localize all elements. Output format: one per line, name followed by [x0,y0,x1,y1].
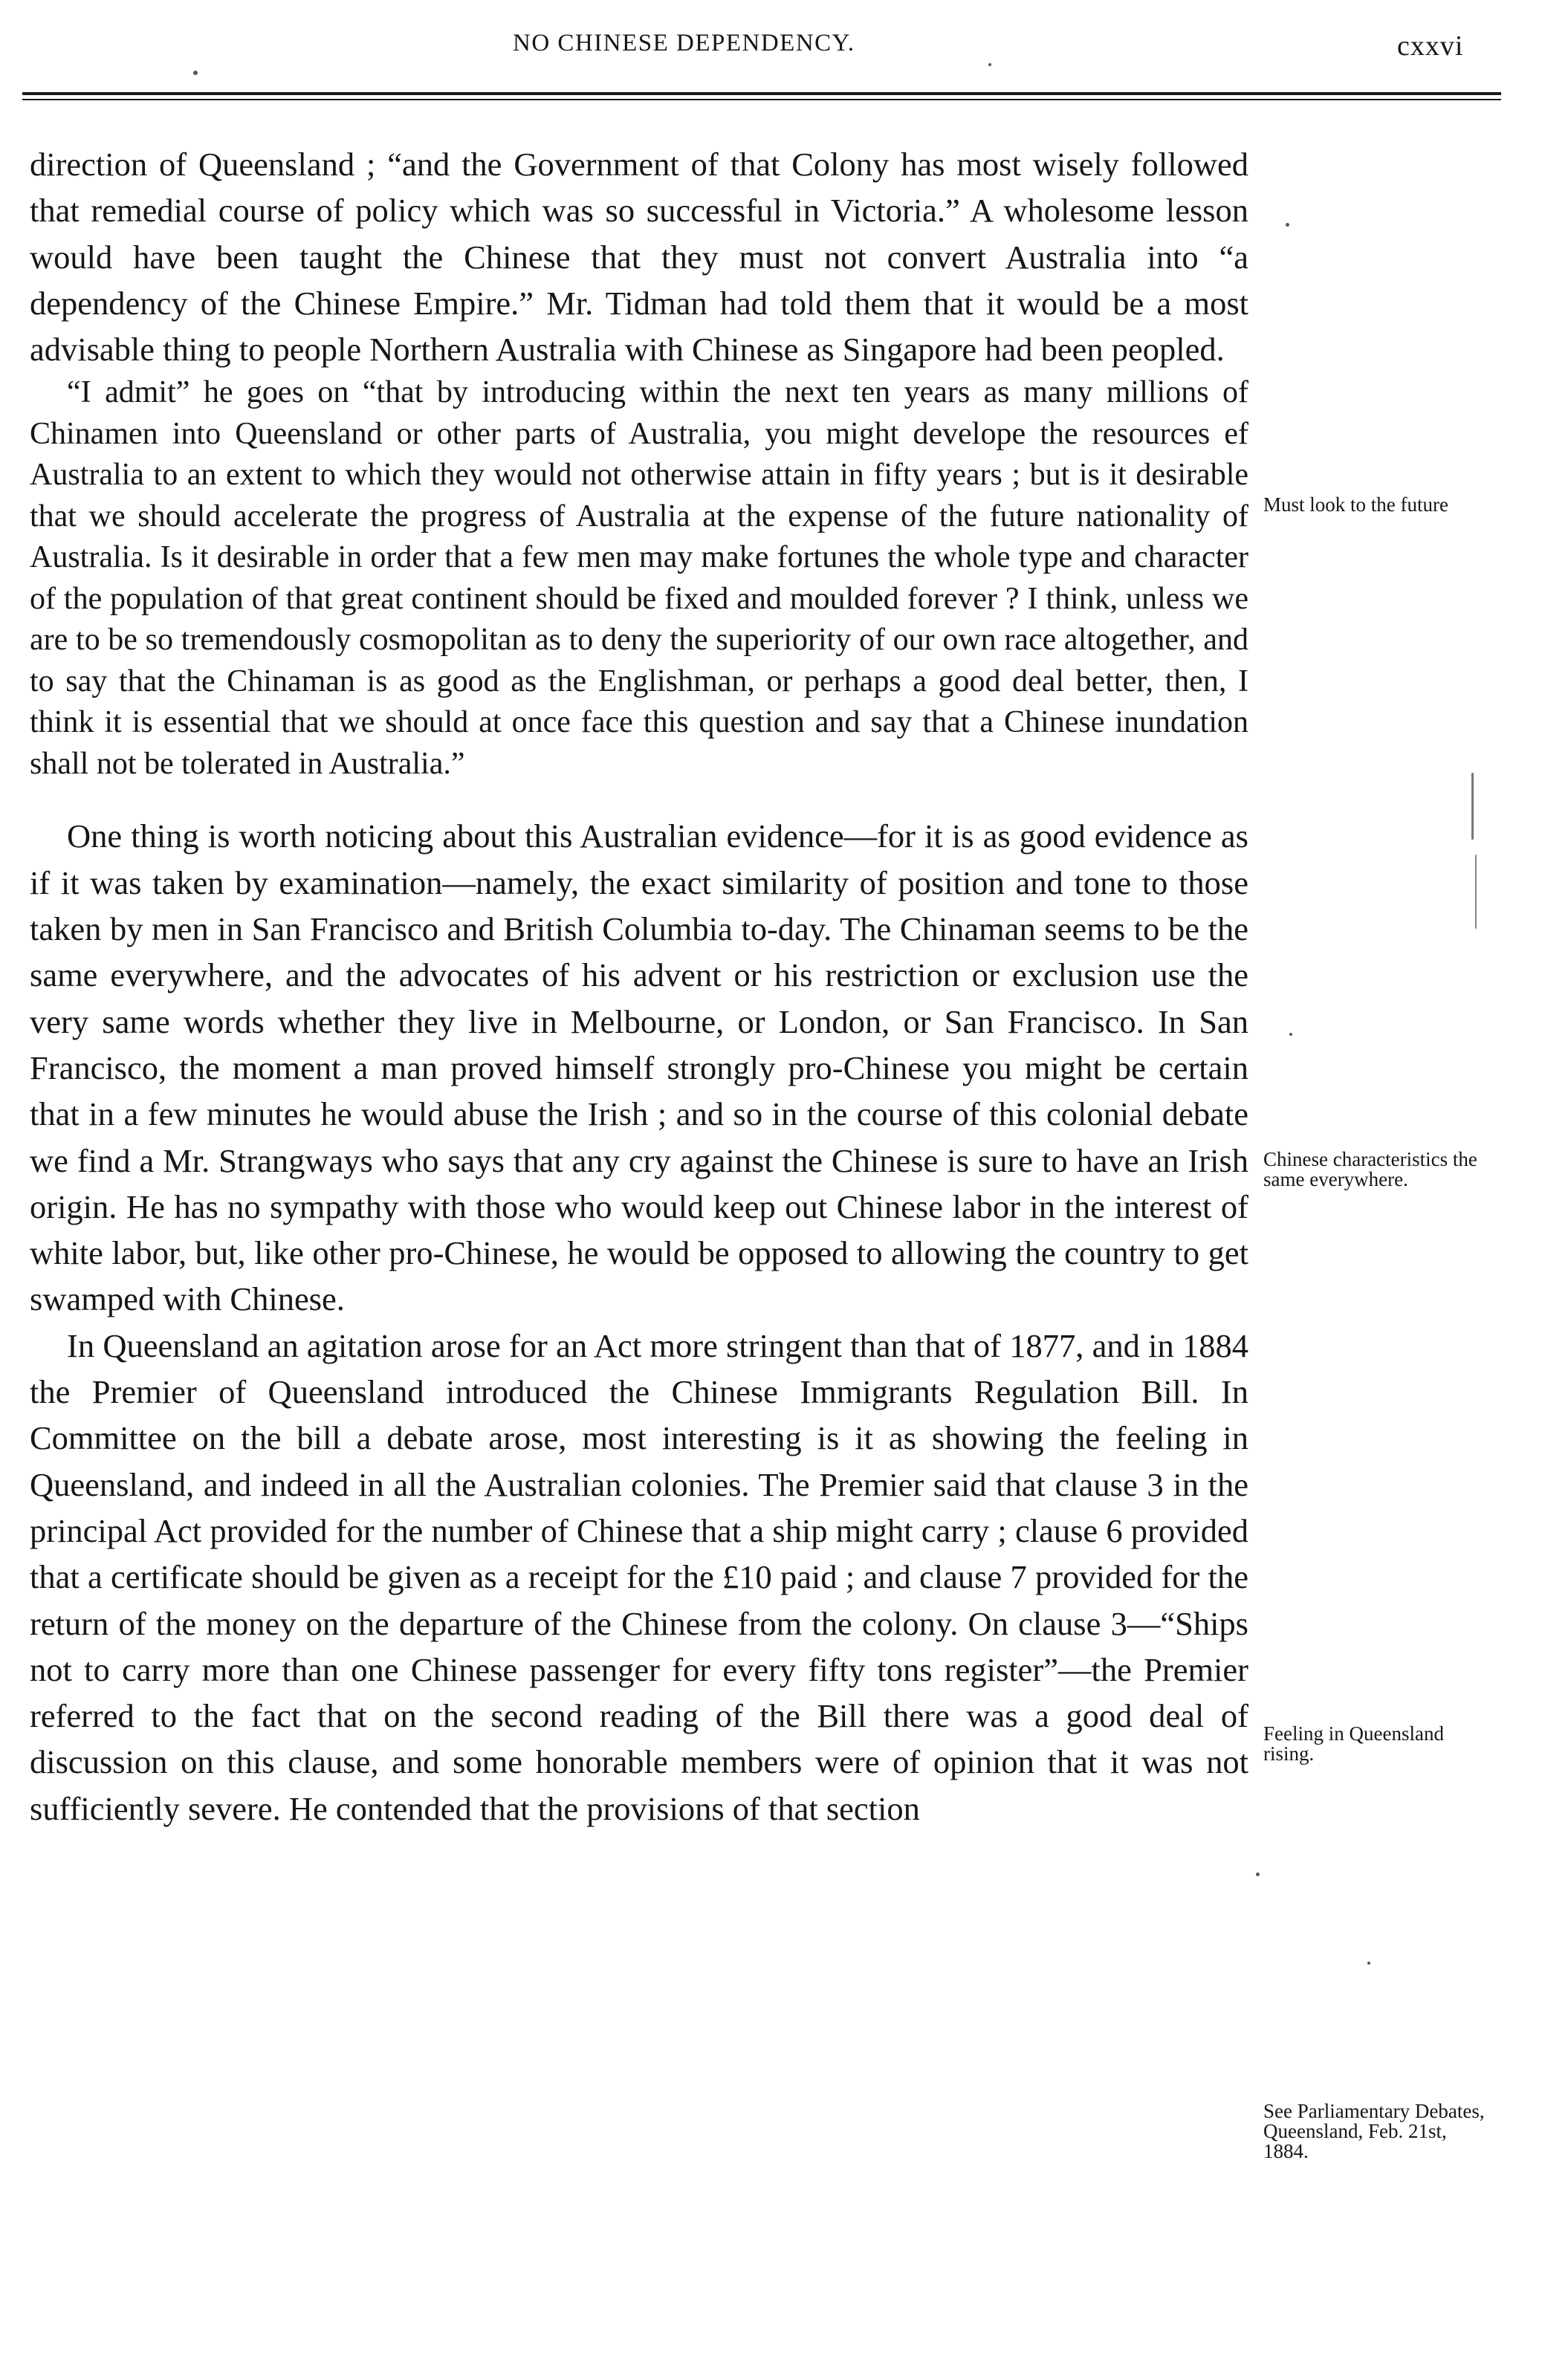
margin-note-characteristics: Chinese characteristics the same everywhere. [1263,1148,1477,1190]
paragraph-queensland-agitation: In Queensland an agitation arose for an Act more stringent than that of 1877, and in 1884 the Premier of Queensland introduced the Chinese Immigrants Regulation Bill. In Committee on the bill a debate arose, most interesting is it as showing the feeling in Queensland, and indeed in all the Australian colonies. The Premier said that clause 3 in the principal Act provided for the number of Chinese that a ship might carry ; clause 6 provided that a certificate should be given as a receipt for the £10 paid ; and clause 7 provided for the return of the money on the departure of the Chinese from the colony. On clause 3—“Ships not to carry more than one Chinese passenger for every fifty tons register”—the Premier referred to the fact that on the second reading of the Bill there was a good deal of discussion on this clause, and some honorable members were of opinion that it was not sufficiently severe. He contended that the provisions of that section [30,1326,1248,1827]
scan-speck [1367,1962,1370,1965]
scan-speck [1289,1033,1292,1036]
scan-mark [1471,773,1474,840]
paragraph-australian-evidence: One thing is worth noticing about this Australian evidence—for it is as good evidence as if it was taken by examination—namely, the exact similarity of position and tone to those taken by men in San Francisco and British Columbia to-day. The Chinaman seems to be the same everywhere, and the advocates of his advent or his restriction or exclusion use the very same words whether they live in Melbourne, or London, or San Francisco. In San Francisco, the moment a man proved himself strongly pro-Chinese you might be certain that in a few minutes he would abuse the Irish ; and so in the course of this colonial debate we find a Mr. Strangways who says that any cry against the Chinese is sure to have an Irish origin. He has no sympathy with those who would keep out Chinese labor in the interest of white labor, but, like other pro-Chinese, he would be opposed to allowing the country to get swamped with Chinese. [30,817,1248,1318]
scan-speck [193,71,198,75]
header-rule-thick [22,92,1501,95]
running-title: NO CHINESE DEPENDENCY. [513,30,855,56]
header-rule-thin [22,99,1501,100]
running-head [0,25,1542,70]
paragraph-continued: direction of Queensland ; “and the Government of that Colony has most wisely followed that remedial course of policy which was so successful in Victoria.” A wholesome lesson would have been taught the Chinese that they must not convert Australia into “a dependency of the Chinese Empire.” Mr. Tidman had told them that it would be a most advisable thing to people Northern Australia with Chinese as Singapore had been peopled. [30,146,1248,369]
main-text-column [30,141,1248,1832]
page-number: cxxvi [1397,30,1464,62]
quoted-paragraph: “I admit” he goes on “that by introducing within the next ten years as many millions of Chinamen into Queensland or other parts of Australia, you might develope the resources ef Australia to an extent to which they would not otherwise attain in fifty years ; but is it desirable that we should accelerate the progress of Australia at the expense of the future nationality of Australia. Is it desirable in order that a few men may make fortunes the whole type and character of the population of that great continent should be fixed and moulded forever ? I think, unless we are to be so tremendously cosmopolitan as to deny the superiority of our own race altogether, and to say that the Chinaman is as good as the Englishman, or perhaps a good deal better, then, I think it is essential that we should at once face this question and say that a Chinese inundation shall not be tolerated in Australia.” [30,375,1248,781]
scan-speck [1256,1872,1260,1876]
scan-mark [1475,855,1477,929]
scan-speck [1286,223,1289,227]
margin-note-parliamentary-debates: See Parliamentary Debates, Queensland, Feb. 21st, 1884. [1263,2100,1485,2162]
margin-note-future: Must look to the future [1263,493,1448,516]
scan-speck [988,63,991,66]
margin-note-feeling: Feeling in Queensland rising. [1263,1722,1444,1765]
